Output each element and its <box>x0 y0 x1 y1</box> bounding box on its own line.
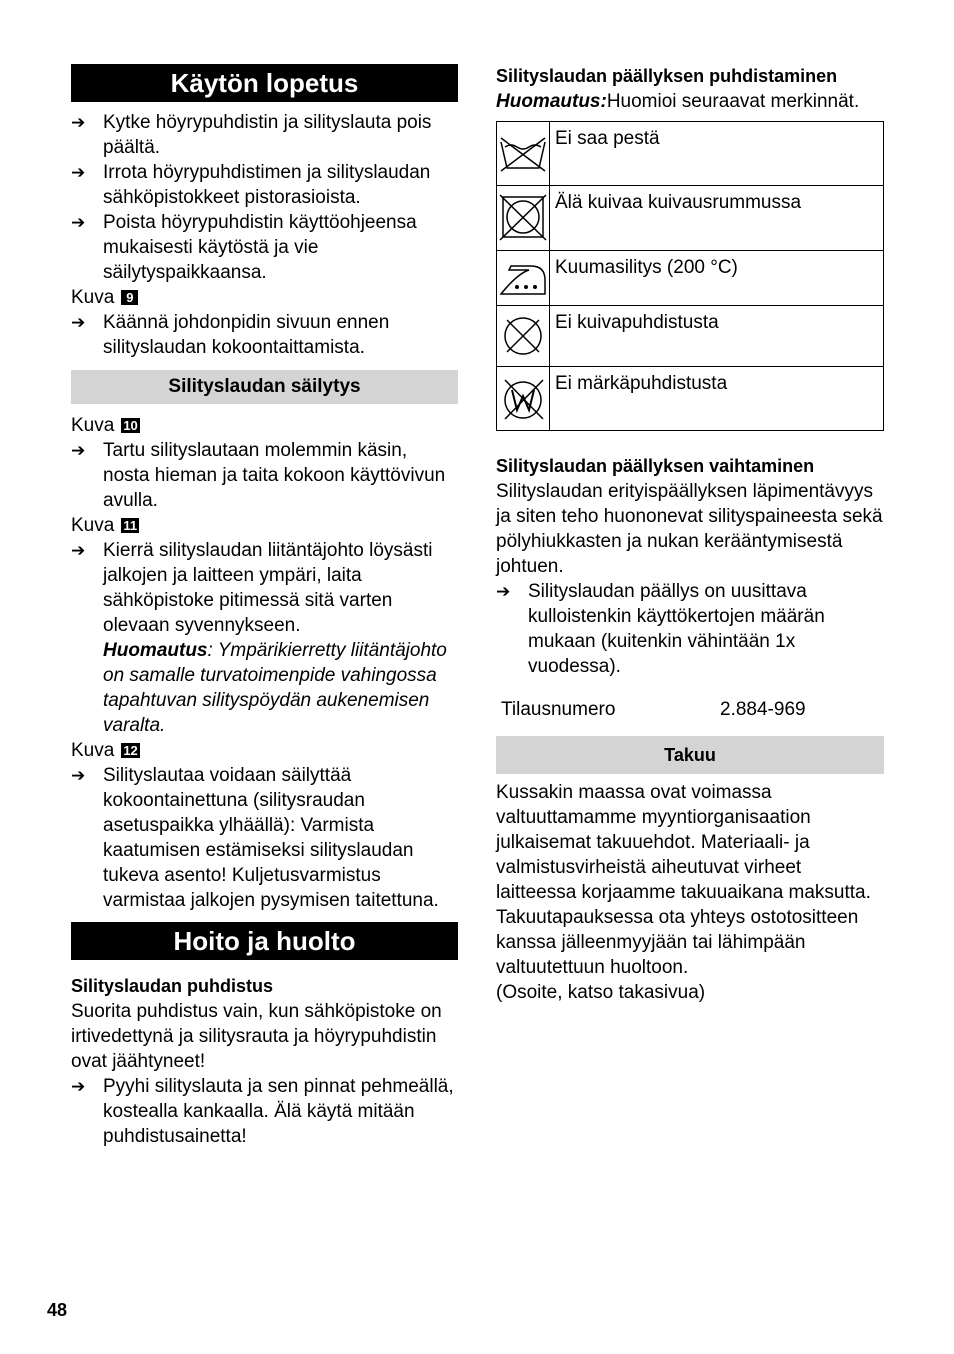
figure-number-badge: 9 <box>121 290 138 305</box>
figure-number-badge: 10 <box>123 418 138 433</box>
instruction-step: ➔ Kierrä silityslaudan liitäntäjohto löysästi jalkojen ja laitteen ympäri, laita sähköpistoke pitimessä sitä varten olevaan syvennykseen. <box>71 540 433 636</box>
right-column <box>496 64 884 1005</box>
instruction-step: ➔ Tartu silityslautaan molemmin käsin, nosta hieman ja taita kokoon käyttövivun avulla. <box>71 440 446 511</box>
table-row <box>497 122 884 186</box>
arrow-right-icon: ➔ <box>496 582 511 601</box>
note: Huomautus: Ympärikierretty liitäntäjohto on samalle turvatoimenpide vahingossa tapahtuvan silityspöydän aukenemisen varalta. <box>103 640 447 736</box>
figure-reference: Kuva 10 <box>71 415 138 436</box>
note: Huomautus:Huomioi seuraavat merkinnät. <box>496 91 860 112</box>
symbol-description: Ei kuivapuhdistusta <box>550 306 884 367</box>
subheading: Silityslaudan puhdistus <box>71 976 274 996</box>
no-tumble-dry-icon <box>497 194 549 242</box>
instruction-step: ➔ Silityslaudan päällys on uusittava kulloistenkin käyttökertojen määrän mukaan (kuitenkin vähintään 1x vuodessa). <box>496 581 825 677</box>
table-row <box>497 186 884 251</box>
arrow-right-icon: ➔ <box>71 541 86 560</box>
instruction-step: ➔ Pyyhi silityslauta ja sen pinnat pehmeällä, kostealla kankaalla. Älä käytä mitään puhdistusainetta! <box>71 1076 454 1147</box>
paragraph: Silityslaudan erityispäällyksen läpimentävyys ja siten teho huononevat silityspaineesta sekä pölyhiukkasten ja nukan kerääntymisestä johtuen. <box>496 481 883 577</box>
subheading: Silityslaudan päällyksen vaihtaminen <box>496 456 815 476</box>
order-number-row <box>501 697 884 722</box>
iron-hot-icon <box>497 258 549 298</box>
paragraph: Kussakin maassa ovat voimassa valtuuttamamme myyntiorganisaation julkaisemat takuuehdot. Materiaali- ja valmistusvirheistä aiheutuvat virheet laitteessa korjaamme takuuaikana maksutta. Takuutapauksessa ota yhteys ostotositteen kanssa jälleenmyyjään tai lähimpään valtuutettuun huoltoon. <box>496 782 871 978</box>
page-number: 48 <box>47 1300 68 1320</box>
section-title-kaytoen-lopetus: Käytön lopetus <box>71 64 458 102</box>
table-row <box>497 251 884 306</box>
figure-number-badge: 12 <box>123 743 138 758</box>
instruction-step: ➔ Käännä johdonpidin sivuun ennen silityslaudan kokoontaittamista. <box>71 312 390 358</box>
instruction-step: ➔ Kytke höyrypuhdistin ja silityslauta pois päältä. <box>71 112 432 158</box>
figure-reference: Kuva 9 <box>71 285 458 310</box>
figure-reference: Kuva 11 <box>71 515 138 536</box>
symbol-description: Ei märkäpuhdistusta <box>550 367 884 431</box>
instruction-step: ➔ Silityslautaa voidaan säilyttää kokoontainettuna (silitysraudan asetuspaikka ylhäällä): Varmista kaatumisen estämiseksi silityslaudan tukeva asento! Kuljetusvarmistus varmistaa jalkojen pysymisen taitettuna. <box>71 765 439 911</box>
subheading: Silityslaudan päällyksen puhdistaminen <box>496 66 838 86</box>
no-wash-icon <box>497 134 549 174</box>
symbol-description: Kuumasilitys (200 °C) <box>550 251 884 306</box>
table-row <box>497 306 884 367</box>
left-column <box>71 64 458 1149</box>
care-symbols-table <box>496 121 884 431</box>
section-title-hoito-ja-huolto: Hoito ja huolto <box>71 922 458 960</box>
symbol-description: Ei saa pestä <box>550 122 884 186</box>
arrow-right-icon: ➔ <box>71 441 86 460</box>
figure-number-badge: 11 <box>123 518 138 533</box>
arrow-right-icon: ➔ <box>71 1077 86 1096</box>
order-number-value: 2.884-969 <box>720 699 806 720</box>
figure-reference: Kuva 12 <box>71 740 138 761</box>
no-dry-clean-icon <box>497 313 549 359</box>
paragraph: (Osoite, katso takasivua) <box>496 982 706 1003</box>
arrow-right-icon: ➔ <box>71 113 86 132</box>
arrow-right-icon: ➔ <box>71 313 86 332</box>
no-wet-clean-icon <box>497 375 549 423</box>
paragraph: Suorita puhdistus vain, kun sähköpistoke on irtivedettynä ja silitysrauta ja höyrypuhdistin ovat jäähtyneet! <box>71 1001 442 1072</box>
section-title-takuu: Takuu <box>496 736 884 774</box>
instruction-step: ➔ Irrota höyrypuhdistimen ja silityslaudan sähköpistokkeet pistorasioista. <box>71 162 431 208</box>
instruction-step: ➔ Poista höyrypuhdistin käyttöohjeensa mukaisesti käytöstä ja vie säilytyspaikkaansa. <box>71 212 417 283</box>
arrow-right-icon: ➔ <box>71 213 86 232</box>
section-title-sailytys: Silityslaudan säilytys <box>71 370 458 404</box>
order-number-label: Tilausnumero <box>501 699 616 720</box>
arrow-right-icon: ➔ <box>71 163 86 182</box>
arrow-right-icon: ➔ <box>71 766 86 785</box>
table-row <box>497 367 884 431</box>
symbol-description: Älä kuivaa kuivausrummussa <box>550 186 884 251</box>
